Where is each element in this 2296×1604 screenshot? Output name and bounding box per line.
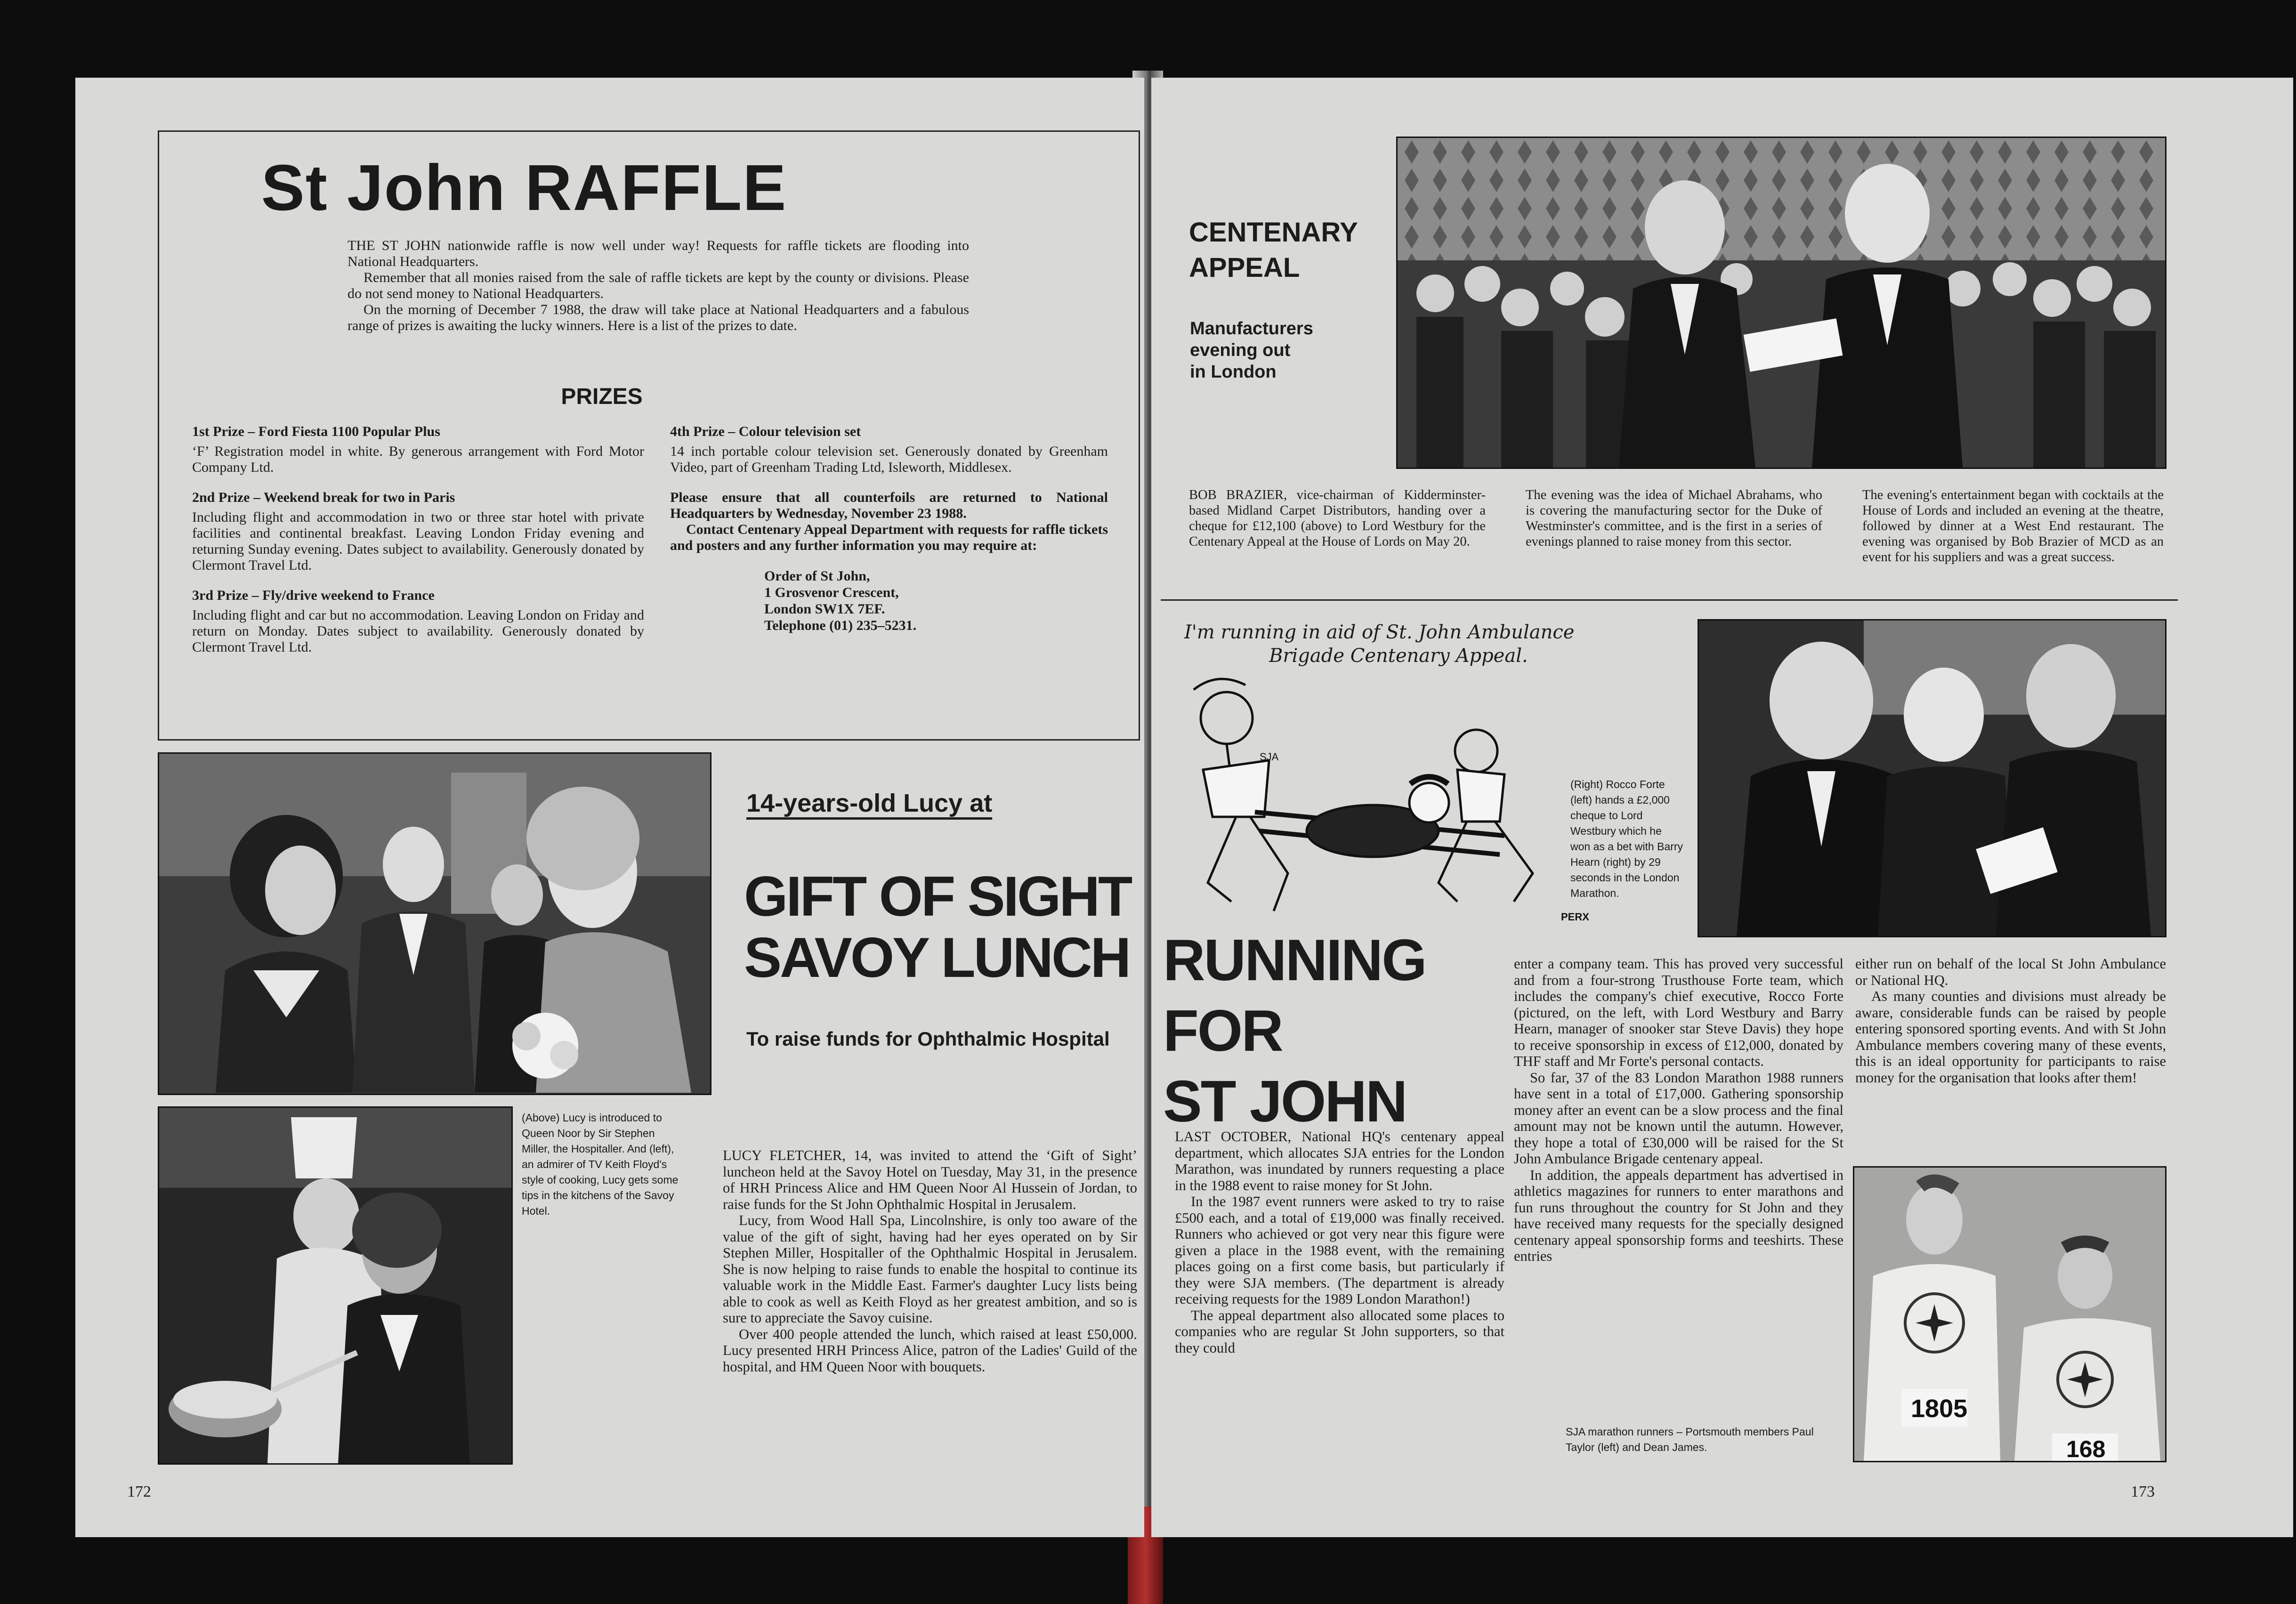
prize-3 xyxy=(192,588,644,655)
running-paragraph: either run on behalf of the local St John Ambulance or National HQ. xyxy=(1855,956,2166,988)
running-headline-line: FOR xyxy=(1163,999,1282,1064)
centenary-col-1 xyxy=(1189,487,1486,549)
lucy-headline-2: SAVOY LUNCH xyxy=(744,926,1130,989)
lucy-article-body xyxy=(723,1147,1137,1375)
photo-cheque-house-of-lords xyxy=(1396,137,2167,469)
photo-lucy-queen-noor-image xyxy=(159,754,710,1094)
lucy-standfirst: To raise funds for Ophthalmic Hospital xyxy=(746,1028,1110,1050)
prize-1 xyxy=(192,424,644,476)
prizes-heading: PRIZES xyxy=(561,384,643,409)
prize-3-text: Including flight and car but no accommodation. Leaving London on Friday and return on Monday. Dates subject to availability. Generously donated by Clermont Travel Ltd. xyxy=(192,607,644,655)
running-headline-line: RUNNING xyxy=(1163,928,1426,993)
running-headline xyxy=(1163,925,1426,1137)
photo-sja-marathon-runners-image xyxy=(1854,1168,2165,1461)
raffle-box xyxy=(158,130,1140,741)
running-paragraph: So far, 37 of the 83 London Marathon 1988 runners have sent in a total of £17,000. Gathering sponsorship money after an event can be a slow process and the final amount may not be known until the autumn. However, they hope a total of £30,000 will be raised for the St John Ambulance Brigade centenary appeal. xyxy=(1514,1069,1843,1167)
cartoon-speech-2: Brigade Centenary Appeal. xyxy=(1269,645,1528,667)
running-col-3 xyxy=(1855,956,2166,1086)
running-paragraph: The appeal department also allocated some places to companies who are regular St John supporters, so that they could xyxy=(1175,1307,1504,1356)
centenary-title-1: CENTENARY xyxy=(1189,217,1358,248)
photo-lucy-kitchen-image xyxy=(159,1108,511,1463)
raffle-intro-p2: Remember that all monies raised from the sale of raffle tickets are kept by the county or divisions. Please do not send money to National Headquarters. xyxy=(348,270,969,301)
prize-2-title: 2nd Prize – Weekend break for two in Paris xyxy=(192,490,455,505)
prize-3-title: 3rd Prize – Fly/drive weekend to France xyxy=(192,588,435,603)
page-number-left: 172 xyxy=(127,1483,151,1500)
centenary-col-3 xyxy=(1862,487,2164,565)
centenary-paragraph: BOB BRAZIER, vice-chairman of Kidderminster-based Midland Carpet Distributors, handing over a cheque for £12,100 (above) to Lord Westbury for the Centenary Appeal at the House of Lords on May 20. xyxy=(1189,488,1486,549)
photo-cheque-house-of-lords-image xyxy=(1398,138,2165,467)
raffle-intro-p3: On the morning of December 7 1988, the draw will take place at National Headquarters and a fabulous range of prizes is awaiting the lucky winners. Here is a list of the prizes to date. xyxy=(348,302,969,333)
raffle-intro xyxy=(348,238,969,334)
prizes-col-left xyxy=(192,424,644,669)
rocco-photo-caption: (Right) Rocco Forte (left) hands a £2,000 cheque to Lord Westbury which he won as a bet with Barry Hearn (right) by 29 seconds in the London Marathon. xyxy=(1570,778,1683,899)
running-headline-line: ST JOHN xyxy=(1163,1069,1407,1134)
page-number-right: 173 xyxy=(2131,1483,2155,1500)
runner-bib-1: 1805 xyxy=(1911,1394,1968,1423)
centenary-col-2 xyxy=(1526,487,1822,549)
runners-caption: SJA marathon runners – Portsmouth members Paul Taylor (left) and Dean James. xyxy=(1566,1426,1814,1453)
centenary-subtitle xyxy=(1190,318,1313,383)
centenary-subtitle-line: evening out xyxy=(1190,340,1291,360)
address-line: London SW1X 7EF. xyxy=(764,601,885,617)
lucy-photo-caption: (Above) Lucy is introduced to Queen Noor by Sir Stephen Miller, the Hospitaller. And (left), an admirer of TV Keith Floyd's style of cooking, Lucy gets some tips in the kitchens of the Savoy Hotel. xyxy=(522,1112,679,1217)
address-line: Telephone (01) 235–5231. xyxy=(764,618,917,633)
lucy-paragraph: LUCY FLETCHER, 14, was invited to attend the ‘Gift of Sight’ luncheon held at the Savoy Hotel on Tuesday, May 31, in the presence of HRH Princess Alice and HM Queen Noor Al Hussein of Jordan, to raise funds for the St John Ophthalmic Hospital in Jerusalem. xyxy=(723,1147,1137,1212)
running-paragraph: In the 1987 event runners were asked to try to raise £500 each, and a total of £19,000 was finally received. Runners who achieved or got very near this figure were given a place in the 1988 event, with the remaining places going on a first come basis, but particularly if they were SJA members. (The department is already receiving requests for the 1989 London Marathon!) xyxy=(1175,1193,1504,1307)
photo-rocco-forte-cheque-image xyxy=(1699,621,2165,936)
centenary-paragraph: The evening was the idea of Michael Abrahams, who is covering the manufacturing sector for the Duke of Westminster's committee, and is the first in a series of evenings planned to raise money from this sector. xyxy=(1526,488,1822,549)
prize-2-text: Including flight and accommodation in two or three star hotel with private facilities and continental breakfast. Leaving London Friday evening and returning Sunday evening. Dates subject to availability. Generously donated by Clermont Travel Ltd. xyxy=(192,509,644,573)
photo-lucy-kitchen xyxy=(158,1106,513,1465)
running-paragraph: In addition, the appeals department has advertised in athletics magazines for runners to enter marathons and fun runs throughout the country for St John and they have received many requests for the specially designed centenary appeal sponsorship forms and teeshirts. These entries xyxy=(1514,1167,1843,1264)
cartoon-stretcher-runners xyxy=(1175,619,1622,958)
lucy-paragraph: Lucy, from Wood Hall Spa, Lincolnshire, is only too aware of the value of the gift of sight, having had her eyes operated on by Sir Stephen Miller, Hospitaller of the Ophthalmic Hospital in Jerusalem. She is now helping to raise funds to enable the hospital to continue its valuable work in the Middle East. Farmer's daughter Lucy lists being able to cook as well as Keith Floyd as her greatest ambition, and so is sure to appreciate the Savoy cuisine. xyxy=(723,1212,1137,1326)
prize-1-text: ‘F’ Registration model in white. By generous arrangement with Ford Motor Company Ltd. xyxy=(192,443,644,475)
running-paragraph: enter a company team. This has proved very successful and from a four-strong Trusthouse Forte team, which includes the company's chief executive, Rocco Forte (pictured, on the left, with Lord Westbury and Barry Hearn, manager of snooker star Steve Davis) they hope to receive sponsorship in excess of £12,000, donated by THF staff and Mr Forte's personal contacts. xyxy=(1514,956,1843,1069)
svg-text:SJA: SJA xyxy=(1260,751,1279,763)
lucy-kicker: 14-years-old Lucy at xyxy=(746,789,993,817)
prizes-col-right xyxy=(670,424,1108,634)
raffle-notice-2: Contact Centenary Appeal Department with requests for raffle tickets and posters and any further information you may require at: xyxy=(670,522,1108,553)
running-col-2 xyxy=(1514,956,1843,1265)
prize-4-title: 4th Prize – Colour television set xyxy=(670,424,861,439)
raffle-intro-p1: THE ST JOHN nationwide raffle is now well under way! Requests for raffle tickets are flooding into National Headquarters. xyxy=(348,238,969,269)
cartoon-signature: PERX xyxy=(1561,911,1589,923)
photo-sja-marathon-runners xyxy=(1853,1166,2167,1462)
prize-4-text: 14 inch portable colour television set. Generously donated by Greenham Video, part of Greenham Trading Ltd, Isleworth, Middlesex. xyxy=(670,443,1108,475)
photo-rocco-forte-cheque xyxy=(1698,619,2167,937)
section-divider xyxy=(1161,599,2178,601)
lucy-headline-1: GIFT OF SIGHT xyxy=(744,865,1131,928)
raffle-notice-1: Please ensure that all counterfoils are returned to National Headquarters by Wednesday, November 23 1988. xyxy=(670,490,1108,521)
centenary-paragraph: The evening's entertainment began with cocktails at the House of Lords and included an evening at the theatre, followed by dinner at a West End restaurant. The evening was organised by Bob Brazier of MCD as an event for his suppliers and was a great success. xyxy=(1862,488,2164,564)
centenary-title-2: APPEAL xyxy=(1189,252,1300,283)
centenary-subtitle-line: Manufacturers xyxy=(1190,319,1313,339)
address-line: 1 Grosvenor Crescent, xyxy=(764,585,899,600)
lucy-paragraph: Over 400 people attended the lunch, which raised at least £50,000. Lucy presented HRH Princess Alice, patron of the Ladies' Guild of the hospital, and HM Queen Noor with bouquets. xyxy=(723,1326,1137,1375)
right-page xyxy=(1151,78,2293,1537)
raffle-title: St John RAFFLE xyxy=(261,152,787,224)
photo-lucy-queen-noor xyxy=(158,752,711,1095)
running-paragraph: LAST OCTOBER, National HQ's centenary appeal department, which allocates SJA entries for the London Marathon, was inundated by runners requesting a place in the 1988 event to raise money for St John. xyxy=(1175,1128,1504,1193)
centenary-subtitle-line: in London xyxy=(1190,362,1277,382)
running-col-1 xyxy=(1175,1128,1504,1356)
prize-4 xyxy=(670,424,1108,476)
address-line: Order of St John, xyxy=(764,568,870,584)
prize-1-title: 1st Prize – Ford Fiesta 1100 Popular Plus xyxy=(192,424,440,439)
left-page xyxy=(75,78,1144,1537)
cartoon-drawing xyxy=(1175,619,1622,958)
raffle-address xyxy=(764,568,1108,634)
running-paragraph: As many counties and divisions must already be aware, considerable funds can be raised by people entering sponsored sporting events. And with St John Ambulance members covering many of these events, this is an ideal opportunity for participants to raise money for the organisation that looks after them! xyxy=(1855,988,2166,1086)
prize-2 xyxy=(192,490,644,573)
cartoon-speech-1: I'm running in aid of St. John Ambulance xyxy=(1184,621,1575,643)
runner-bib-2: 168 xyxy=(2066,1436,2106,1461)
